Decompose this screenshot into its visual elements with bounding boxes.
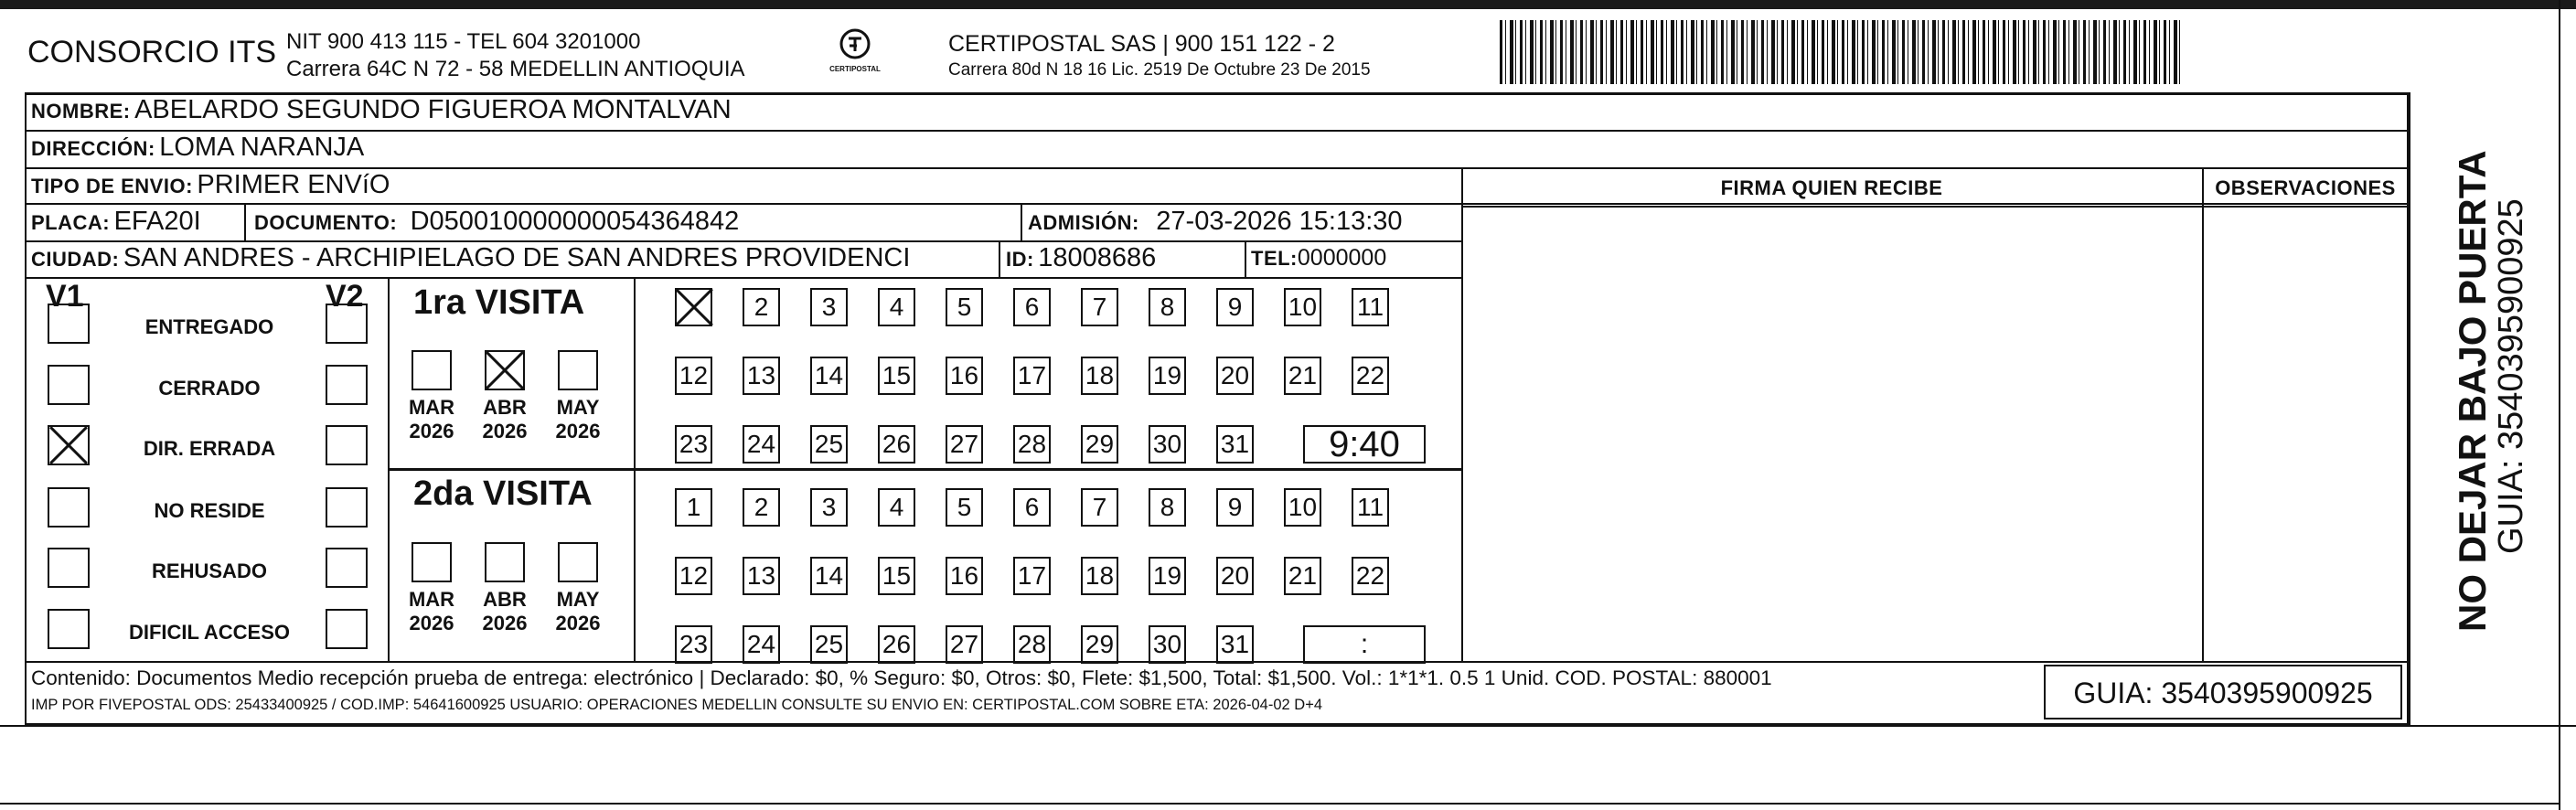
visit1-day-15[interactable]: 15 <box>878 357 915 395</box>
visit1-day-6[interactable]: 6 <box>1013 288 1051 326</box>
visit1-month-label <box>477 396 532 443</box>
carrier-license: Carrera 80d N 18 16 Lic. 2519 De Octubre 23 De 2015 <box>948 60 1371 80</box>
visit2-day-5[interactable]: 5 <box>946 488 983 527</box>
id-value: 18008686 <box>1038 243 1157 272</box>
side-warning: NO DEJAR BAJO PUERTA <box>2451 150 2494 632</box>
visit2-month-label <box>477 588 532 635</box>
visit1-day-20[interactable]: 20 <box>1216 357 1254 395</box>
visit2-day-26[interactable]: 26 <box>878 625 915 664</box>
company-name: CONSORCIO ITS <box>27 35 277 69</box>
status-v1-checkbox[interactable] <box>48 548 90 588</box>
month-year: 2026 <box>409 612 454 634</box>
status-label: NO RESIDE <box>154 499 265 522</box>
visit1-day-8[interactable]: 8 <box>1149 288 1186 326</box>
visit1-day-24[interactable]: 24 <box>743 425 780 464</box>
tipo-label: TIPO DE ENVIO: <box>31 175 193 197</box>
bottom-edge <box>0 803 2560 805</box>
v2-label: V2 <box>326 279 364 314</box>
visit1-day-2[interactable]: 2 <box>743 288 780 326</box>
row-line <box>25 277 1461 279</box>
visit2-day-24[interactable]: 24 <box>743 625 780 664</box>
visit2-day-8[interactable]: 8 <box>1149 488 1186 527</box>
visit1-day-22[interactable]: 22 <box>1352 357 1389 395</box>
nombre-label: NOMBRE: <box>31 100 131 123</box>
visit2-day-13[interactable]: 13 <box>743 557 780 595</box>
month-year: 2026 <box>555 612 601 634</box>
visit2-title: 2da VISITA <box>413 474 593 513</box>
obs-divider <box>2202 167 2204 661</box>
id-row <box>1006 243 1156 273</box>
months-divider <box>634 277 636 661</box>
visit1-month-checkbox[interactable] <box>412 350 452 390</box>
visit1-day-27[interactable]: 27 <box>946 425 983 464</box>
visit1-day-14[interactable]: 14 <box>810 357 848 395</box>
visit1-day-7[interactable]: 7 <box>1081 288 1118 326</box>
status-v2-checkbox[interactable] <box>326 609 368 649</box>
visit2-day-1[interactable]: 1 <box>675 488 712 527</box>
firma-divider <box>1461 167 1463 661</box>
visit1-day-4[interactable]: 4 <box>878 288 915 326</box>
direccion-value: LOMA NARANJA <box>159 133 365 162</box>
visit1-day-12[interactable]: 12 <box>675 357 712 395</box>
status-label: DIFICIL ACCESO <box>128 621 290 644</box>
carrier-name: CERTIPOSTAL SAS | 900 151 122 - 2 <box>948 31 1335 57</box>
visit2-day-31[interactable]: 31 <box>1216 625 1254 664</box>
visit1-day-23[interactable]: 23 <box>675 425 712 464</box>
admision-label: ADMISIÓN: <box>1028 211 1139 234</box>
visit1-month-label <box>550 396 605 443</box>
row-line <box>1461 206 2409 208</box>
direccion-row <box>31 133 364 163</box>
visit1-day-9[interactable]: 9 <box>1216 288 1254 326</box>
status-label: REHUSADO <box>152 560 267 582</box>
visit1-day-19[interactable]: 19 <box>1149 357 1186 395</box>
visit1-month-label <box>404 396 459 443</box>
status-label: DIR. ERRADA <box>143 437 276 460</box>
month-name: MAY <box>556 588 600 611</box>
month-year: 2026 <box>482 420 528 442</box>
visit2-day-30[interactable]: 30 <box>1149 625 1186 664</box>
tel-row <box>1251 245 1386 272</box>
frame-right <box>2409 92 2410 725</box>
top-border <box>0 0 2576 9</box>
visit1-day-13[interactable]: 13 <box>743 357 780 395</box>
visit2-month-label <box>550 588 605 635</box>
status-v1-checkbox[interactable] <box>48 487 90 528</box>
visit2-day-21[interactable]: 21 <box>1284 557 1321 595</box>
status-label: ENTREGADO <box>144 315 274 338</box>
status-v2-checkbox[interactable] <box>326 425 368 465</box>
ciudad-row <box>31 243 910 273</box>
tel-label: TEL: <box>1251 247 1298 270</box>
visit2-day-9[interactable]: 9 <box>1216 488 1254 527</box>
month-name: MAR <box>408 396 455 419</box>
visit2-month-checkbox[interactable] <box>558 542 598 582</box>
visit1-day-18[interactable]: 18 <box>1081 357 1118 395</box>
observaciones-header: OBSERVACIONES <box>2215 176 2396 199</box>
visit1-day-1[interactable] <box>675 288 712 326</box>
visit2-day-17[interactable]: 17 <box>1013 557 1051 595</box>
visit2-month-checkbox[interactable] <box>412 542 452 582</box>
firma-header: FIRMA QUIEN RECIBE <box>1720 176 1943 199</box>
nombre-row <box>31 95 732 125</box>
admision-row <box>1028 207 1403 237</box>
visit2-day-7[interactable]: 7 <box>1081 488 1118 527</box>
visit1-day-29[interactable]: 29 <box>1081 425 1118 464</box>
tipo-row <box>31 170 390 200</box>
visit2-month-label <box>404 588 459 635</box>
id-label: ID: <box>1006 248 1034 271</box>
status-v1-checkbox[interactable] <box>48 425 90 465</box>
cell-divider <box>1245 240 1246 277</box>
visit-divider <box>388 468 1461 471</box>
visit1-month-checkbox[interactable] <box>558 350 598 390</box>
documento-row <box>254 207 739 237</box>
visit2-day-12[interactable]: 12 <box>675 557 712 595</box>
visit1-day-16[interactable]: 16 <box>946 357 983 395</box>
footer-line1: Contenido: Documentos Medio recepción prueba de entrega: electrónico | Declarado: $0, % Seguro: $0, Otros: $0, Flete: $1,500, Total: $1,500. Vol.: 1*1*1. 0.5 1 Unid. COD. POSTAL: 880001 <box>31 666 1772 689</box>
visit1-day-10[interactable]: 10 <box>1284 288 1321 326</box>
visit1-time-field[interactable]: 9:40 <box>1303 425 1426 464</box>
footer-line2: IMP POR FIVEPOSTAL ODS: 25433400925 / COD.IMP: 54641600925 USUARIO: OPERACIONES MEDELLIN CONSULTE SU ENVIO EN: CERTIPOSTAL.COM SOBRE ETA: 2026-04-02 D+4 <box>31 697 1323 713</box>
visit2-day-10[interactable]: 10 <box>1284 488 1321 527</box>
placa-label: PLACA: <box>31 211 111 234</box>
visit2-day-11[interactable]: 11 <box>1352 488 1389 527</box>
month-year: 2026 <box>409 420 454 442</box>
visit1-title: 1ra VISITA <box>413 283 585 322</box>
tipo-value: PRIMER ENVíO <box>197 170 390 199</box>
visit2-day-28[interactable]: 28 <box>1013 625 1051 664</box>
visit2-day-16[interactable]: 16 <box>946 557 983 595</box>
visit2-day-29[interactable]: 29 <box>1081 625 1118 664</box>
visit1-day-26[interactable]: 26 <box>878 425 915 464</box>
visit2-day-4[interactable]: 4 <box>878 488 915 527</box>
visit2-day-20[interactable]: 20 <box>1216 557 1254 595</box>
row-line <box>25 167 2409 169</box>
placa-row <box>31 207 201 237</box>
visit2-day-3[interactable]: 3 <box>810 488 848 527</box>
nombre-value: ABELARDO SEGUNDO FIGUEROA MONTALVAN <box>134 95 732 124</box>
visit2-day-18[interactable]: 18 <box>1081 557 1118 595</box>
status-v1-checkbox[interactable] <box>48 609 90 649</box>
visit2-time-field[interactable]: : <box>1303 625 1426 664</box>
month-name: ABR <box>483 396 527 419</box>
visit1-day-17[interactable]: 17 <box>1013 357 1051 395</box>
visit1-day-31[interactable]: 31 <box>1216 425 1254 464</box>
visit2-day-6[interactable]: 6 <box>1013 488 1051 527</box>
cell-divider <box>1021 203 1022 240</box>
status-v1-checkbox[interactable] <box>48 304 90 344</box>
documento-label: DOCUMENTO: <box>254 211 398 234</box>
cell-divider <box>244 203 246 240</box>
visit2-day-25[interactable]: 25 <box>810 625 848 664</box>
row-line <box>25 130 2409 132</box>
visit1-day-25[interactable]: 25 <box>810 425 848 464</box>
visit2-day-23[interactable]: 23 <box>675 625 712 664</box>
placa-value: EFA20I <box>113 207 201 236</box>
month-name: ABR <box>483 588 527 611</box>
status-v2-checkbox[interactable] <box>326 304 368 344</box>
status-label: CERRADO <box>158 377 261 400</box>
documento-value: D050010000000054364842 <box>410 207 740 236</box>
footer-guia: GUIA: 3540395900925 <box>2073 677 2373 709</box>
month-name: MAR <box>408 588 455 611</box>
visit1-day-5[interactable]: 5 <box>946 288 983 326</box>
visit1-month-checkbox[interactable] <box>485 350 525 390</box>
visit1-day-30[interactable]: 30 <box>1149 425 1186 464</box>
status-v2-checkbox[interactable] <box>326 487 368 528</box>
side-guia: GUIA: 3540395900925 <box>2492 198 2530 554</box>
visit2-month-checkbox[interactable] <box>485 542 525 582</box>
visit2-day-27[interactable]: 27 <box>946 625 983 664</box>
tel-value: 0000000 <box>1297 245 1387 271</box>
visit2-day-14[interactable]: 14 <box>810 557 848 595</box>
month-name: MAY <box>556 396 600 419</box>
visit1-day-3[interactable]: 3 <box>810 288 848 326</box>
month-year: 2026 <box>482 612 528 634</box>
cell-divider <box>999 240 1000 277</box>
ciudad-label: CIUDAD: <box>31 248 120 271</box>
certipostal-logo: CERTIPOSTAL <box>828 27 882 82</box>
status-v2-checkbox[interactable] <box>326 365 368 405</box>
direccion-label: DIRECCIÓN: <box>31 137 155 160</box>
month-year: 2026 <box>555 420 601 442</box>
admision-value: 27-03-2026 15:13:30 <box>1156 207 1403 236</box>
bottom-frame <box>0 725 2576 810</box>
visit2-day-19[interactable]: 19 <box>1149 557 1186 595</box>
row-line <box>25 203 2409 205</box>
status-v1-checkbox[interactable] <box>48 365 90 405</box>
visit1-day-11[interactable]: 11 <box>1352 288 1389 326</box>
visit2-day-2[interactable]: 2 <box>743 488 780 527</box>
visit2-day-22[interactable]: 22 <box>1352 557 1389 595</box>
bottom-right-line <box>2559 0 2560 810</box>
visit1-day-21[interactable]: 21 <box>1284 357 1321 395</box>
company-nit: NIT 900 413 115 - TEL 604 3201000 <box>286 29 641 54</box>
status-v2-checkbox[interactable] <box>326 548 368 588</box>
visit1-day-28[interactable]: 28 <box>1013 425 1051 464</box>
ciudad-value: SAN ANDRES - ARCHIPIELAGO DE SAN ANDRES PROVIDENCI <box>123 243 911 272</box>
barcode <box>1500 20 2181 84</box>
company-address: Carrera 64C N 72 - 58 MEDELLIN ANTIOQUIA <box>286 57 745 81</box>
visit2-day-15[interactable]: 15 <box>878 557 915 595</box>
v1-label: V1 <box>46 279 84 314</box>
